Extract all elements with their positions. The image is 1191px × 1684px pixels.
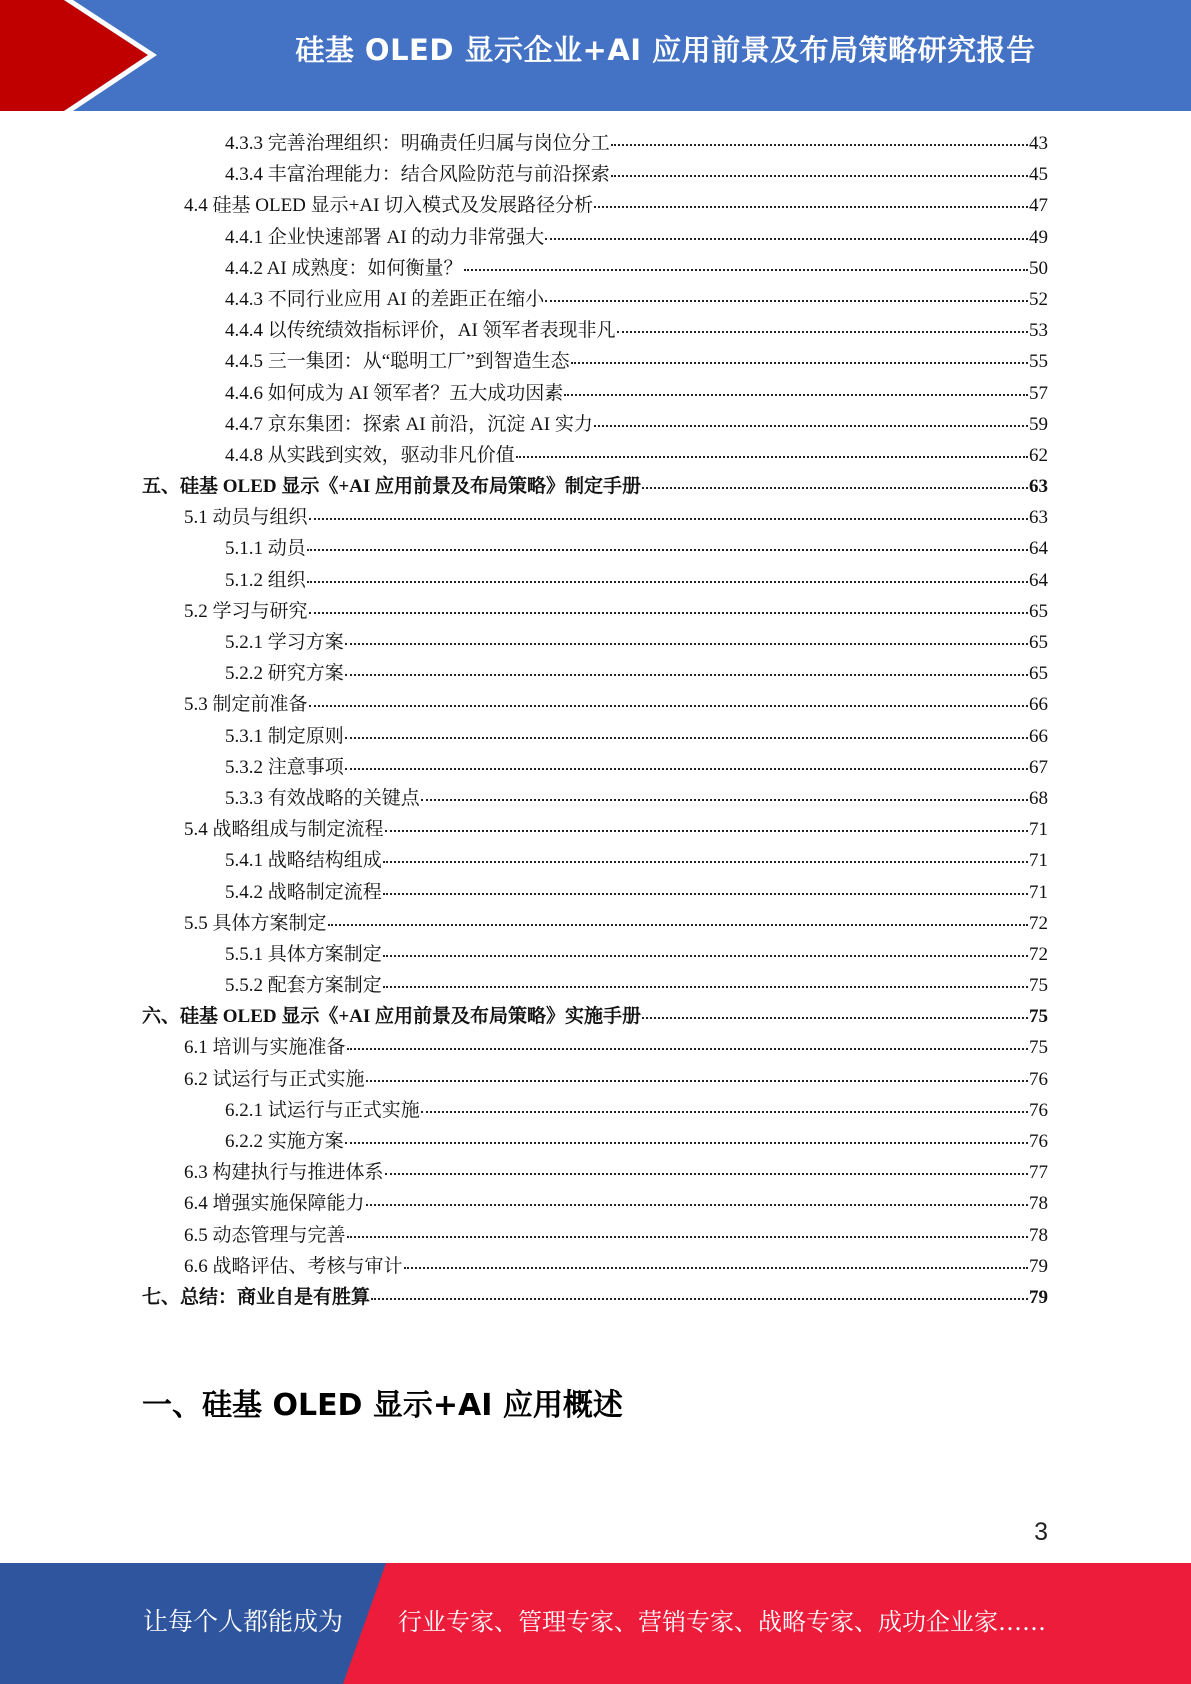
toc-entry-label: 6.5 动态管理与完善	[184, 1224, 346, 1246]
toc-entry-page: 71	[1029, 819, 1048, 841]
toc-entry-page: 47	[1029, 195, 1048, 217]
toc-entry-page: 50	[1029, 257, 1048, 279]
toc-entry[interactable]	[142, 533, 1048, 564]
toc-entry[interactable]	[142, 1126, 1048, 1157]
toc-dot-leader	[345, 737, 1028, 739]
toc-entry-page: 63	[1029, 507, 1048, 529]
toc-entry-page: 75	[1029, 1006, 1048, 1028]
toc-entry-page: 75	[1029, 1037, 1048, 1059]
toc-entry-page: 72	[1029, 912, 1048, 934]
toc-entry-label: 五、硅基 OLED 显示《+AI 应用前景及布局策略》制定手册	[142, 476, 642, 498]
toc-entry-label: 4.4.8 从实践到实效，驱动非凡价值	[225, 444, 515, 466]
header-title: 硅基 OLED 显示企业+AI 应用前景及布局策略研究报告	[295, 33, 1036, 67]
toc-entry[interactable]	[142, 1032, 1048, 1063]
toc-entry[interactable]	[142, 409, 1048, 440]
toc-dot-leader	[345, 768, 1028, 770]
toc-entry-page: 65	[1029, 632, 1048, 653]
toc-entry[interactable]	[142, 970, 1048, 1001]
toc-entry[interactable]	[142, 689, 1048, 720]
toc-dot-leader	[617, 331, 1028, 333]
toc-entry-label: 6.6 战略评估、考核与审计	[184, 1255, 403, 1277]
toc-entry-page: 55	[1029, 351, 1048, 373]
toc-dot-leader	[516, 456, 1028, 458]
toc-dot-leader	[383, 955, 1028, 957]
toc-entry-label: 六、硅基 OLED 显示《+AI 应用前景及布局策略》实施手册	[142, 1006, 642, 1028]
footer-slogan-left: 让每个人都能成为	[143, 1607, 344, 1636]
toc-entry-page: 66	[1029, 725, 1048, 747]
toc-entry[interactable]	[142, 222, 1048, 253]
toc-entry-page: 76	[1029, 1131, 1048, 1152]
toc-entry-page: 45	[1029, 164, 1048, 186]
toc-entry-label: 4.4.1 企业快速部署 AI 的动力非常强大	[225, 226, 545, 248]
toc-entry-page: 68	[1029, 787, 1048, 809]
toc-dot-leader	[345, 643, 1028, 645]
page-number: 3	[1034, 1518, 1048, 1546]
toc-entry-label: 5.2.2 研究方案	[225, 663, 344, 685]
toc-entry[interactable]	[142, 440, 1048, 471]
toc-dot-leader	[385, 830, 1028, 832]
toc-entry-label: 5.3.1 制定原则	[225, 725, 344, 747]
toc-entry[interactable]	[142, 378, 1048, 409]
toc-dot-leader	[307, 581, 1028, 583]
toc-entry-label: 5.4.2 战略制定流程	[225, 881, 382, 903]
toc-dot-leader	[642, 1017, 1028, 1019]
toc-entry[interactable]	[142, 190, 1048, 221]
toc-entry-page: 79	[1029, 1255, 1048, 1277]
toc-entry-label: 5.3.2 注意事项	[225, 756, 344, 778]
toc-entry[interactable]	[142, 565, 1048, 596]
toc-entry[interactable]	[142, 315, 1048, 346]
toc-entry[interactable]	[142, 346, 1048, 377]
toc-dot-leader	[307, 549, 1028, 551]
toc-entry[interactable]	[142, 939, 1048, 970]
toc-entry-label: 5.1.2 组织	[225, 569, 306, 591]
toc-entry-label: 七、总结：商业自是有胜算	[142, 1286, 371, 1308]
toc-entry[interactable]	[142, 1064, 1048, 1095]
toc-entry[interactable]	[142, 752, 1048, 783]
toc-entry-label: 5.5 具体方案制定	[184, 912, 327, 934]
toc-dot-leader	[309, 705, 1028, 707]
toc-dot-leader	[564, 394, 1028, 396]
toc-entry-label: 5.2.1 学习方案	[225, 632, 344, 653]
toc-entry-page: 75	[1029, 975, 1048, 997]
toc-entry[interactable]	[142, 658, 1048, 689]
toc-entry-page: 65	[1029, 663, 1048, 685]
toc-entry[interactable]	[142, 721, 1048, 752]
toc-entry[interactable]	[142, 502, 1048, 533]
toc-dot-leader	[383, 861, 1028, 863]
toc-entry[interactable]	[142, 1188, 1048, 1219]
toc-entry[interactable]	[142, 1157, 1048, 1188]
toc-entry[interactable]	[142, 814, 1048, 845]
toc-entry-page: 49	[1029, 226, 1048, 248]
toc-dot-leader	[347, 1236, 1028, 1238]
toc-entry-label: 6.4 增强实施保障能力	[184, 1193, 365, 1215]
toc-entry-label: 4.3.3 完善治理组织：明确责任归属与岗位分工	[225, 133, 610, 154]
toc-entry-label: 4.4.2 AI 成熟度：如何衡量？	[225, 257, 463, 279]
toc-entry-page: 53	[1029, 320, 1048, 342]
toc-entry[interactable]	[142, 783, 1048, 814]
toc-entry-label: 4.4.5 三一集团：从“聪明工厂”到智造生态	[225, 351, 570, 373]
toc-entry-label: 6.2 试运行与正式实施	[184, 1068, 365, 1090]
toc-entry-page: 66	[1029, 694, 1048, 716]
toc-entry[interactable]	[142, 1282, 1048, 1313]
toc-dot-leader	[421, 1111, 1028, 1113]
toc-dot-leader	[545, 238, 1028, 240]
toc-dot-leader	[371, 1298, 1028, 1300]
page-footer	[0, 1563, 1191, 1684]
toc-entry-label: 5.1.1 动员	[225, 538, 306, 560]
toc-entry[interactable]	[142, 877, 1048, 908]
toc-entry[interactable]	[142, 596, 1048, 627]
toc-entry-page: 77	[1029, 1162, 1048, 1184]
toc-entry-page: 79	[1029, 1286, 1048, 1308]
toc-entry-label: 5.5.1 具体方案制定	[225, 943, 382, 965]
toc-entry-page: 62	[1029, 444, 1048, 466]
toc-entry-label: 4.4.7 京东集团：探索 AI 前沿，沉淀 AI 实力	[225, 413, 593, 435]
toc-dot-leader	[345, 1142, 1028, 1144]
toc-entry-page: 59	[1029, 413, 1048, 435]
toc-entry-label: 5.4.1 战略结构组成	[225, 850, 382, 872]
toc-entry-label: 4.4.4 以传统绩效指标评价，AI 领军者表现非凡	[225, 320, 616, 342]
toc-entry-label: 4.4 硅基 OLED 显示+AI 切入模式及发展路径分析	[184, 195, 594, 217]
toc-entry-label: 4.3.4 丰富治理能力：结合风险防范与前沿探索	[225, 164, 610, 186]
toc-entry[interactable]	[142, 1095, 1048, 1126]
toc-entry[interactable]	[142, 908, 1048, 939]
toc-dot-leader	[642, 487, 1028, 489]
toc-entry[interactable]	[142, 627, 1048, 658]
toc-entry-label: 5.5.2 配套方案制定	[225, 975, 382, 997]
toc-dot-leader	[385, 1173, 1028, 1175]
toc-dot-leader	[545, 300, 1028, 302]
toc-entry-page: 71	[1029, 881, 1048, 903]
toc-entry-label: 5.3.3 有效战略的关键点	[225, 787, 420, 809]
toc-dot-leader	[309, 518, 1028, 520]
toc-entry-page: 67	[1029, 756, 1048, 778]
toc-entry-label: 6.3 构建执行与推进体系	[184, 1162, 384, 1184]
toc-dot-leader	[421, 799, 1028, 801]
toc-entry-label: 4.4.6 如何成为 AI 领军者？五大成功因素	[225, 382, 564, 404]
toc-dot-leader	[611, 175, 1028, 177]
toc-entry-label: 5.2 学习与研究	[184, 600, 308, 622]
toc-entry[interactable]	[142, 1220, 1048, 1251]
toc-entry-page: 52	[1029, 288, 1048, 310]
toc-dot-leader	[594, 425, 1028, 427]
toc-entry[interactable]	[142, 1251, 1048, 1282]
toc-entry-page: 71	[1029, 850, 1048, 872]
toc-dot-leader	[347, 1048, 1028, 1050]
footer-slogan-right: 行业专家、管理专家、营销专家、战略专家、成功企业家……	[398, 1608, 1046, 1636]
toc-entry-page: 57	[1029, 382, 1048, 404]
page-header	[0, 0, 1191, 111]
toc-entry-label: 6.2.2 实施方案	[225, 1131, 344, 1152]
toc-dot-leader	[366, 1204, 1028, 1206]
toc-dot-leader	[366, 1080, 1028, 1082]
toc-dot-leader	[309, 612, 1028, 614]
toc-entry-page: 64	[1029, 538, 1048, 560]
toc-dot-leader	[383, 986, 1028, 988]
toc-dot-leader	[345, 674, 1028, 676]
toc-entry[interactable]	[142, 1001, 1048, 1032]
toc-dot-leader	[464, 269, 1028, 271]
toc-entry-page: 43	[1029, 133, 1048, 154]
table-of-contents	[142, 128, 1048, 1313]
toc-entry-page: 76	[1029, 1099, 1048, 1121]
toc-entry[interactable]	[142, 845, 1048, 876]
toc-entry-label: 5.1 动员与组织	[184, 507, 308, 529]
toc-entry[interactable]	[142, 253, 1048, 284]
toc-entry-page: 78	[1029, 1193, 1048, 1215]
toc-entry-page: 63	[1029, 476, 1048, 498]
toc-entry-page: 64	[1029, 569, 1048, 591]
toc-entry-label: 6.1 培训与实施准备	[184, 1037, 346, 1059]
toc-entry-page: 78	[1029, 1224, 1048, 1246]
toc-dot-leader	[328, 924, 1028, 926]
toc-entry[interactable]	[142, 471, 1048, 502]
toc-entry[interactable]	[142, 128, 1048, 159]
toc-entry[interactable]	[142, 159, 1048, 190]
toc-entry-label: 4.4.3 不同行业应用 AI 的差距正在缩小	[225, 288, 545, 310]
toc-entry-page: 72	[1029, 943, 1048, 965]
toc-dot-leader	[594, 206, 1028, 208]
toc-entry[interactable]	[142, 284, 1048, 315]
toc-dot-leader	[571, 362, 1028, 364]
toc-dot-leader	[611, 144, 1028, 146]
toc-entry-label: 5.4 战略组成与制定流程	[184, 819, 384, 841]
toc-entry-page: 76	[1029, 1068, 1048, 1090]
section-heading: 一、硅基 OLED 显示+AI 应用概述	[142, 1388, 623, 1423]
toc-entry-page: 65	[1029, 600, 1048, 622]
toc-entry-label: 5.3 制定前准备	[184, 694, 308, 716]
toc-dot-leader	[404, 1267, 1028, 1269]
toc-dot-leader	[383, 893, 1028, 895]
toc-entry-label: 6.2.1 试运行与正式实施	[225, 1099, 420, 1121]
